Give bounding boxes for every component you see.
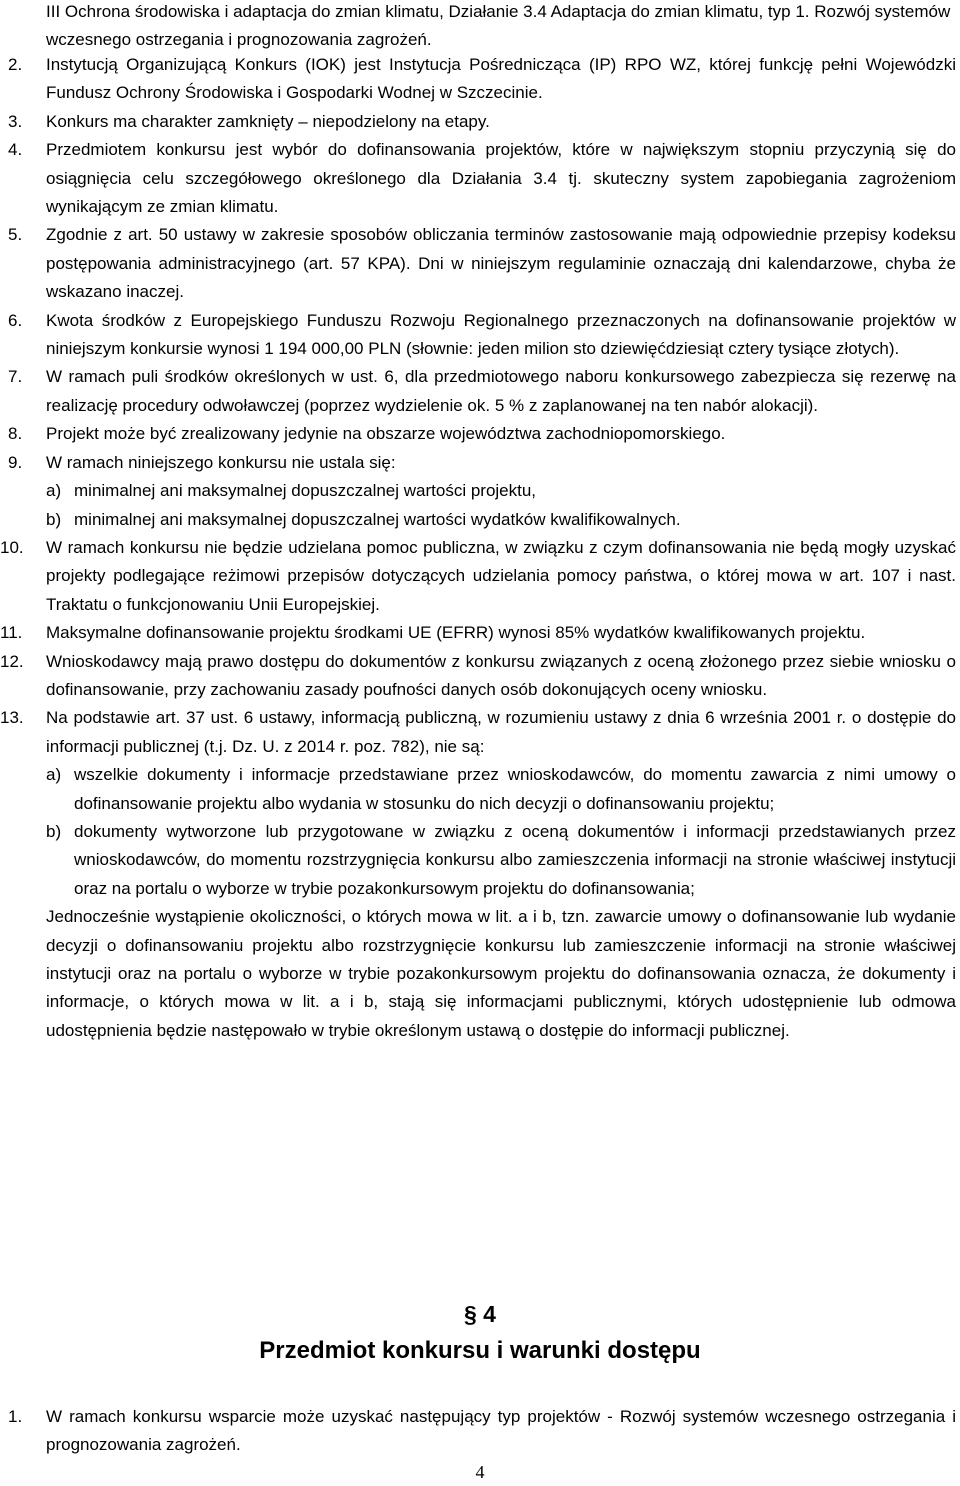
item-number: 2. <box>8 55 23 74</box>
item-number: 7. <box>8 367 23 387</box>
section-list <box>0 1403 960 1460</box>
item-text: Wnioskodawcy mają prawo dostępu do dokumentów z konkursu związanych z oceną złożonego przez siebie wniosku o dofinansowanie, przy zachowaniu zasady poufności danych osób dokonujących oceny wniosku. <box>46 651 956 699</box>
sub-item <box>46 818 956 903</box>
item-text: W ramach konkursu wsparcie może uzyskać następujący typ projektów - Rozwój systemów wczesnego ostrzegania i prognozowania zagrożeń. <box>46 1407 956 1455</box>
intro-paragraph: III Ochrona środowiska i adaptacja do zmian klimatu, Działanie 3.4 Adaptacja do zmian klimatu, typ 1. Rozwój systemów wczesnego ostrzegania i prognozowania zagrożeń. <box>46 2 951 50</box>
sub-item <box>46 506 956 534</box>
list-item <box>0 108 956 136</box>
item-text: Konkurs ma charakter zamknięty – niepodzielony na etapy. <box>46 111 490 131</box>
item-number: 10. <box>0 537 24 557</box>
closing-paragraph: Jednocześnie wystąpienie okoliczności, o których mowa w lit. a i b, tzn. zawarcie umowy o dofinansowanie lub wydanie decyzji o dofinansowaniu projektu albo rozstrzygnięcie konkursu lub zamieszczenie informacji na stronie właściwej instytucji oraz na portalu o wyborze w trybie pozakonkursowym projektu do dofinansowania oznacza, że dokumenty i informacje, o których mowa w lit. a i b, stają się informacjami publicznymi, których udostępnienie lub odmowa udostępnienia będzie następowało w trybie określonym ustawą o dostępie do informacji publicznej. <box>46 907 956 1040</box>
sub-item-text: minimalnej ani maksymalnej dopuszczalnej wartości projektu, <box>74 481 537 501</box>
item-number: 3. <box>8 111 23 131</box>
list-item <box>0 363 956 420</box>
sub-item-text: wszelkie dokumenty i informacje przedstawiane przez wnioskodawców, do momentu zawarcia z nimi umowy o dofinansowanie projektu albo wydania w stosunku do nich decyzji o dofinansowaniu projektu; <box>74 765 956 813</box>
item-number: 9. <box>8 452 23 472</box>
list-item <box>0 648 956 705</box>
item-text: W ramach niniejszego konkursu nie ustala się: <box>46 452 396 472</box>
item-number: 1. <box>8 1407 23 1426</box>
item-text: W ramach konkursu nie będzie udzielana pomoc publiczna, w związku z czym dofinansowania nie będą mogły uzyskać projekty podlegające reżimowi przepisów dotyczących udzielania pomocy państwa, o której mowa w art. 107 i nast. Traktatu o funkcjonowaniu Unii Europejskiej. <box>46 537 956 614</box>
item-number: 13. <box>0 708 24 728</box>
sub-item-letter: b) <box>46 821 62 841</box>
item-text: Projekt może być zrealizowany jedynie na obszarze województwa zachodniopomorskiego. <box>46 424 726 444</box>
item-text: W ramach puli środków określonych w ust. 6, dla przedmiotowego naboru konkursowego zabezpiecza się rezerwę na realizację procedury odwoławczej (poprzez wydzielenie ok. 5 % z zaplanowanej na ten nabór alokacji). <box>46 367 956 415</box>
list-item <box>0 449 956 534</box>
item-number: 5. <box>8 225 23 245</box>
sub-item-letter: a) <box>46 765 62 785</box>
sub-item <box>46 477 956 505</box>
item-number: 11. <box>0 623 23 643</box>
sub-item-letter: b) <box>46 509 62 529</box>
sub-item-text: minimalnej ani maksymalnej dopuszczalnej wartości wydatków kwalifikowalnych. <box>74 509 681 529</box>
sub-item-letter: a) <box>46 481 62 501</box>
item-text: Przedmiotem konkursu jest wybór do dofinansowania projektów, które w największym stopniu przyczynią się do osiągnięcia celu szczegółowego określonego dla Działania 3.4 tj. skuteczny system zapobiegania zagrożeniom wynikającym ze zmian klimatu. <box>46 140 956 217</box>
item-text: Instytucją Organizującą Konkurs (IOK) jest Instytucja Pośrednicząca (IP) RPO WZ, której funkcję pełni Wojewódzki Fundusz Ochrony Środowiska i Gospodarki Wodnej w Szczecinie. <box>46 55 956 103</box>
item-text: Kwota środków z Europejskiego Funduszu Rozwoju Regionalnego przeznaczonych na dofinansowanie projektów w niniejszym konkursie wynosi 1 194 000,00 PLN (słownie: jeden milion sto dziewięćdziesiąt cztery tysiące złotych). <box>46 310 956 359</box>
list-item <box>0 221 956 306</box>
list-item <box>0 136 956 221</box>
item-text: Zgodnie z art. 50 ustawy w zakresie sposobów obliczania terminów zastosowanie mają odpowiednie przepisy kodeksu postępowania administracyjnego (art. 57 KPA). Dni w niniejszym regulaminie oznaczają dni kalendarzowe, chyba że wskazano inaczej. <box>46 225 956 302</box>
page-number: 4 <box>475 1462 485 1482</box>
sub-item-text: dokumenty wytworzone lub przygotowane w związku z oceną dokumentów i informacji przedstawianych przez wnioskodawców, do momentu rozstrzygnięcia konkursu albo zamieszczenia informacji na stronie właściwej instytucji oraz na portalu o wyborze w trybie pozakonkursowym projektu do dofinansowania; <box>74 821 956 898</box>
sub-item <box>46 761 956 818</box>
item-text: Na podstawie art. 37 ust. 6 ustawy, informacją publiczną, w rozumieniu ustawy z dnia 6 września 2001 r. o dostępie do informacji publicznej (t.j. Dz. U. z 2014 r. poz. 782), nie są: <box>46 708 956 756</box>
item-text: Maksymalne dofinansowanie projektu środkami UE (EFRR) wynosi 85% wydatków kwalifikowanych projektu. <box>46 623 866 643</box>
list-item <box>0 51 956 108</box>
list-item <box>0 1403 956 1460</box>
list-item <box>0 704 956 903</box>
list-item <box>0 534 956 619</box>
list-item <box>0 420 956 448</box>
item-number: 6. <box>8 310 23 330</box>
section-number: § 4 <box>464 1301 496 1327</box>
list-item <box>0 307 956 364</box>
item-number: 12. <box>0 651 24 671</box>
section-title: Przedmiot konkursu i warunki dostępu <box>259 1337 701 1364</box>
list-item <box>0 619 956 647</box>
item-number: 8. <box>8 424 23 444</box>
regulation-list <box>0 51 960 1045</box>
item-number: 4. <box>8 140 23 160</box>
